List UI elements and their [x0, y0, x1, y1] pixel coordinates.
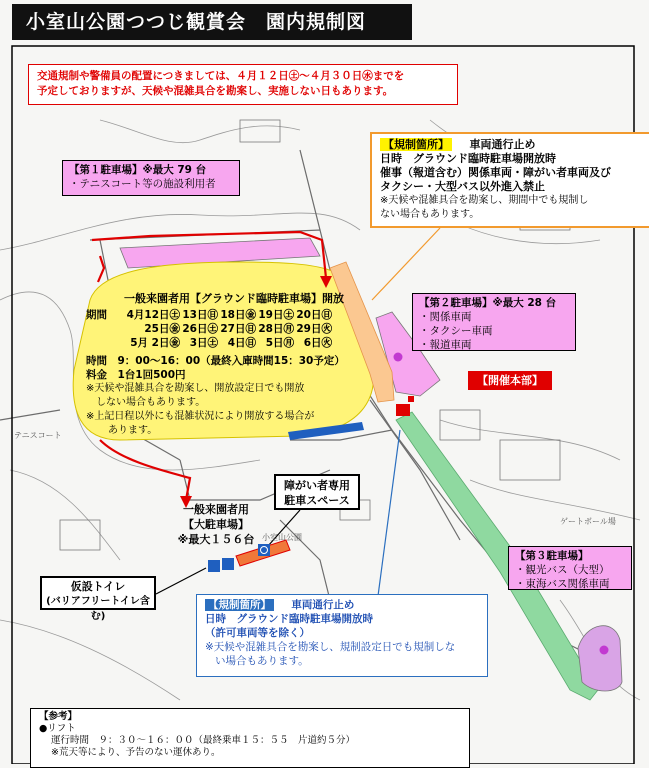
- regulation-top-callout: [370, 132, 649, 228]
- regulation-note1: ※天候や混雑具合を勘案し、規制設定日でも規制しな: [205, 641, 456, 653]
- parking2-item: ・タクシー車両: [419, 325, 493, 337]
- parking2-item: ・報道車両: [419, 339, 472, 351]
- period-row: [86, 308, 382, 322]
- date: 3日㊏: [189, 337, 218, 349]
- parking3-item: ・観光バス（大型）: [515, 564, 610, 576]
- period-row: [86, 322, 382, 336]
- date: 5日㊊: [265, 337, 294, 349]
- tennis-label: テニスコート: [14, 431, 62, 440]
- ground-note4: あります。: [108, 425, 158, 436]
- ground-title: 一般来園者用【グラウンド臨時駐車場】開放: [124, 292, 344, 305]
- date: 20日㊐: [296, 309, 332, 321]
- gate-label: ゲートボール場: [560, 517, 616, 526]
- parking3-title: 【第３駐車場】: [515, 550, 589, 562]
- regulation-tag: 【規制箇所】: [380, 138, 452, 151]
- date: 18日㊎: [220, 309, 256, 321]
- parking1-item: ・テニスコート等の施設利用者: [69, 178, 216, 190]
- ground-parking-info: [86, 292, 382, 436]
- parking-p-marker-3: [600, 646, 609, 655]
- large-line2: 【大駐車場】: [183, 518, 249, 531]
- large-line3: ※最大１５６台: [177, 533, 255, 546]
- period-label: 期間: [86, 309, 107, 321]
- regulation-bottom-callout: [196, 594, 488, 677]
- reference-box: [30, 708, 470, 768]
- traffic-notice: [28, 64, 458, 105]
- parking3-label: [508, 546, 632, 590]
- regulation-note2: ない場合もあります。: [380, 209, 480, 220]
- parking3-area: [578, 626, 622, 691]
- regulation-exempt2: タクシー・大型バス以外進入禁止: [380, 180, 545, 193]
- date: 6日㊋: [303, 337, 332, 349]
- date: 25日㊎: [144, 323, 180, 335]
- regulation-time: 日時 グラウンド臨時駐車場開放時: [205, 613, 373, 625]
- regulation-note2: い場合もあります。: [215, 655, 309, 667]
- parking-p-marker: [394, 353, 403, 362]
- regulation-time: 日時 グラウンド臨時駐車場開放時: [380, 152, 556, 165]
- ground-note3: ※上記日程以外にも混雑状況により開放する場合が: [86, 411, 315, 422]
- date: 19日㊏: [258, 309, 294, 321]
- toilet-line1: 仮設トイレ: [70, 580, 126, 593]
- reference-note: ※荒天等により、予告のない運休あり。: [51, 747, 221, 758]
- notice-line2: 予定しておりますが、天候や混雑具合を勘案し、実施しない日もあります。: [37, 85, 394, 97]
- reference-item: ●リフト: [39, 723, 76, 734]
- date: 26日㊏: [182, 323, 218, 335]
- date: 5月 2日㊎: [130, 337, 180, 349]
- parking2-title: 【第２駐車場】※最大 28 台: [419, 297, 557, 309]
- date: 13日㊐: [182, 309, 218, 321]
- reference-heading: 【参考】: [39, 711, 78, 722]
- disabled-line1: 障がい者専用: [284, 479, 350, 492]
- date: 29日㊋: [296, 323, 332, 335]
- date: 28日㊊: [258, 323, 294, 335]
- regulation-heading: 車両通行止め: [469, 138, 536, 151]
- regulation-tag: 【規制箇所】: [205, 599, 274, 611]
- toilet-line2: (バリアフリートイレ含む): [46, 596, 150, 622]
- date: 27日㊐: [220, 323, 256, 335]
- reference-hours: 運行時間 ９：３０～１６：００（最終乗車１５：５５ 片道約５分）: [51, 735, 356, 746]
- regulation-note1: ※天候や混雑具合を勘案し、期間中でも規制し: [380, 195, 589, 206]
- ground-note1: ※天候や混雑具合を勘案し、開放設定日でも開放: [86, 383, 305, 394]
- hq-marker-2: [408, 396, 414, 402]
- disabled-parking-label: [274, 474, 360, 510]
- page-title: 小室山公園つつじ観賞会 園内規制図: [12, 4, 412, 40]
- ground-fee: 料金 1台1回500円: [86, 369, 186, 381]
- regulation-exempt1: 催事（報道含む）関係車両・障がい者車両及び: [380, 166, 611, 179]
- headquarters-label: 【開催本部】: [468, 371, 552, 390]
- large-parking-label: [170, 502, 262, 550]
- parking1-label: [62, 160, 240, 196]
- disabled-line2: 駐車スペース: [284, 494, 350, 507]
- regulation-exempt: （許可車両等を除く）: [205, 627, 310, 639]
- toilet-label: [40, 576, 156, 622]
- period-row: [86, 336, 382, 350]
- regulation-heading: 車両通行止め: [291, 599, 355, 611]
- notice-line1: 交通規制や警備員の配置につきましては、４月１２日㊏～４月３０日㊌までを: [37, 70, 405, 82]
- parking1-title: 【第１駐車場】※最大 79 台: [69, 164, 207, 176]
- parking2-label: [412, 293, 576, 351]
- date: 4月12日㊏: [126, 309, 180, 321]
- park-label: 小室山公園: [262, 533, 302, 542]
- ground-note2: しない場合もあります。: [96, 397, 206, 408]
- hq-marker: [396, 404, 410, 416]
- parking2-item: ・関係車両: [419, 311, 472, 323]
- date: 4日㊐: [227, 337, 256, 349]
- large-line1: 一般来園者用: [183, 503, 249, 516]
- ground-time: 時間 9：00～16：00（最終入庫時間15：30予定）: [86, 355, 345, 367]
- parking3-item: ・東海バス関係車両: [515, 578, 610, 590]
